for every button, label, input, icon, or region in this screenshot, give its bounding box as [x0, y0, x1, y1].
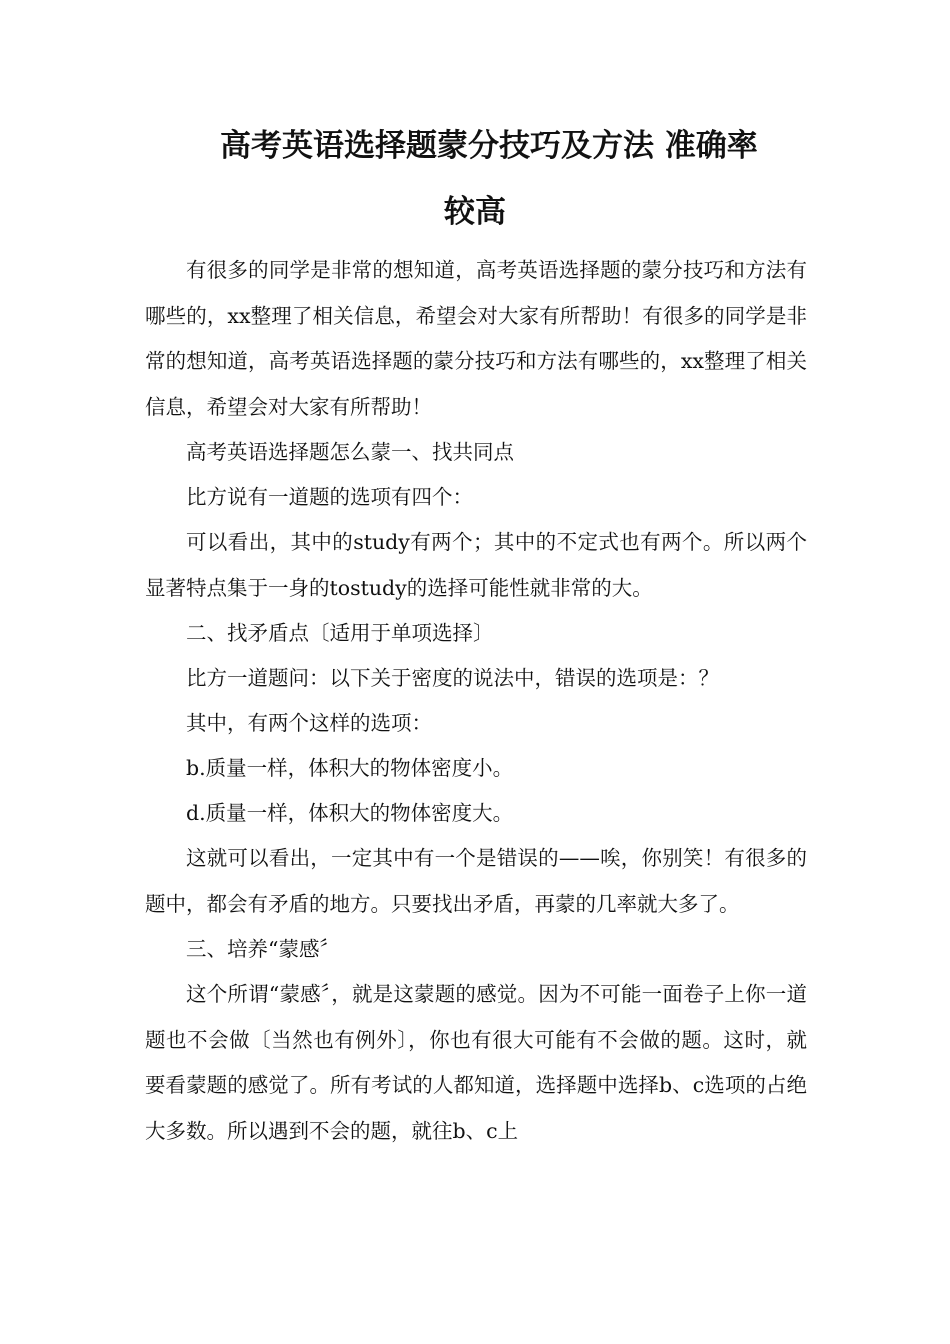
paragraph-common-point: 可以看出，其中的study有两个；其中的不定式也有两个。所以两个显著特点集于一身的tostudy的选择可能性就非常的大。: [145, 530, 807, 600]
paragraph-density-question: 比方一道题问：以下关于密度的说法中，错误的选项是：？: [186, 666, 719, 690]
paragraph-example-intro: 比方说有一道题的选项有四个：: [186, 485, 473, 509]
paragraph-contradiction: 这就可以看出，一定其中有一个是错误的——唉，你别笑！有很多的题中，都会有矛盾的地方。只要找出矛盾，再蒙的几率就大多了。: [145, 846, 807, 916]
document-body: [145, 248, 807, 1154]
document-title-line-2: 较高: [444, 194, 506, 230]
document-title-line-1: 高考英语选择题蒙分技巧及方法 准确率: [220, 128, 758, 164]
paragraph-heading-2: 二、找矛盾点〔适用于单项选择〕: [186, 621, 494, 645]
paragraph-heading-1: 高考英语选择题怎么蒙一、找共同点: [186, 440, 514, 464]
paragraph-heading-3: 三、培养“蒙感〞: [186, 937, 340, 961]
paragraph-intro: 有很多的同学是非常的想知道，高考英语选择题的蒙分技巧和方法有哪些的，xx整理了相关信息，希望会对大家有所帮助！有很多的同学是非常的想知道，高考英语选择题的蒙分技巧和方法有哪些的，xx整理了相关信息，希望会对大家有所帮助！: [145, 258, 807, 419]
paragraph-guess-sense: 这个所谓“蒙感〞，就是这蒙题的感觉。因为不可能一面卷子上你一道题也不会做〔当然也有例外〕，你也有很大可能有不会做的题。这时，就要看蒙题的感觉了。所有考试的人都知道，选择题中选择b、c选项的占绝大多数。所以遇到不会的题，就往b、c上: [145, 982, 807, 1143]
paragraph-option-b: b.质量一样，体积大的物体密度小。: [186, 756, 514, 780]
paragraph-option-d: d.质量一样，体积大的物体密度大。: [186, 801, 514, 825]
paragraph-options-intro: 其中，有两个这样的选项：: [186, 711, 432, 735]
